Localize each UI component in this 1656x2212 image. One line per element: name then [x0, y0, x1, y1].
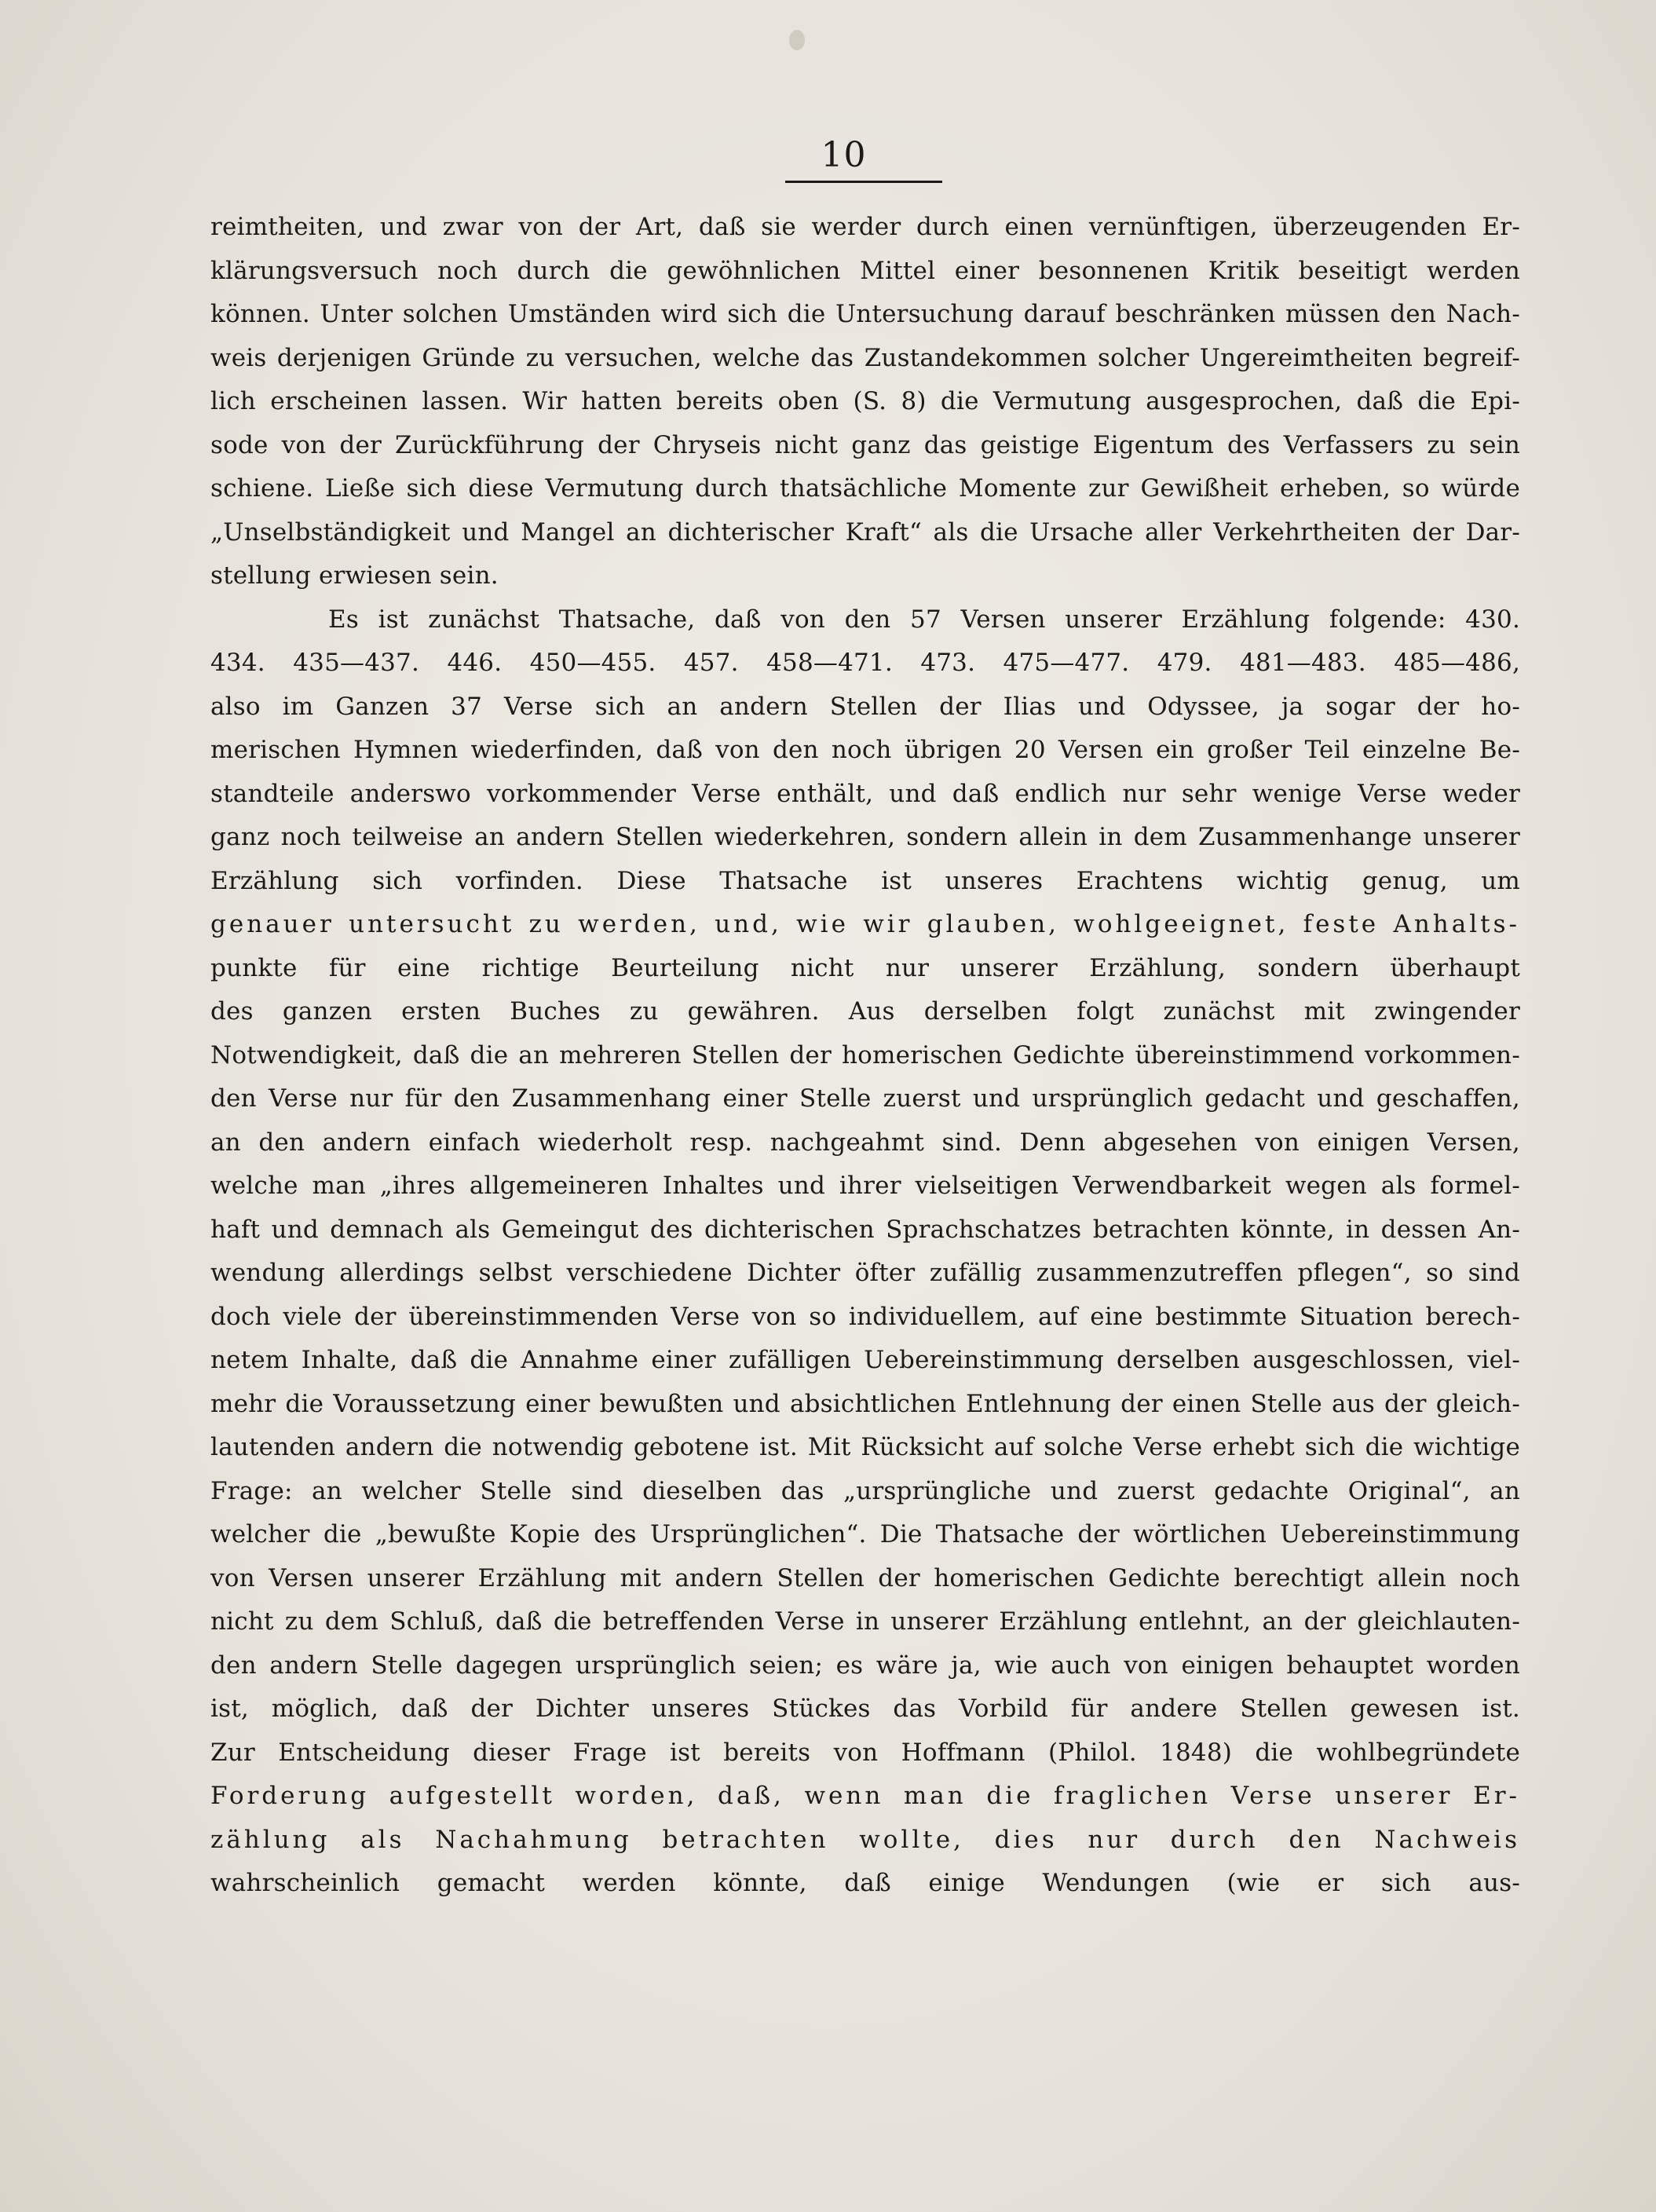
- text-line: ganz noch teilweise an andern Stellen wiederkehren, sondern allein in dem Zusammenhange unserer: [210, 823, 1520, 851]
- text-line: wendung allerdings selbst verschiedene Dichter öfter zufällig zusammenzutreffen pflegen“, so sind: [210, 1259, 1520, 1287]
- text-line: Zur Entscheidung dieser Frage ist bereits von Hoffmann (Philol. 1848) die wohlbegründete: [210, 1738, 1520, 1767]
- text-line: Es ist zunächst Thatsache, daß von den 57 Versen unserer Erzählung folgende: 430.: [328, 605, 1520, 634]
- text-line: klärungsversuch noch durch die gewöhnlichen Mittel einer besonnenen Kritik beseitigt werden: [210, 256, 1520, 285]
- body-text: [210, 206, 1520, 1906]
- paper-stain: [789, 30, 805, 50]
- text-line: an den andern einfach wiederholt resp. nachgeahmt sind. Denn abgesehen von einigen Versen,: [210, 1128, 1520, 1157]
- text-line: standteile anderswo vorkommender Verse enthält, und daß endlich nur sehr wenige Verse weder: [210, 779, 1520, 808]
- text-line: weis derjenigen Gründe zu versuchen, welche das Zustandekommen solcher Ungereimtheiten begreif-: [210, 343, 1520, 372]
- text-line: doch viele der übereinstimmenden Verse von so individuellem, auf eine bestimmte Situation berech-: [210, 1302, 1520, 1331]
- text-line: reimtheiten, und zwar von der Art, daß sie werder durch einen vernünftigen, überzeugenden Er-: [210, 213, 1520, 241]
- text-line: lautenden andern die notwendig gebotene ist. Mit Rücksicht auf solche Verse erhebt sich die wichtige: [210, 1433, 1520, 1461]
- text-line: Forderung aufgestellt worden, daß, wenn man die fraglichen Verse unserer Er-: [210, 1782, 1520, 1810]
- text-line: 434. 435—437. 446. 450—455. 457. 458—471. 473. 475—477. 479. 481—483. 485—486,: [210, 649, 1520, 677]
- text-line: nicht zu dem Schluß, daß die betreffenden Verse in unserer Erzählung entlehnt, an der gleichlauten-: [210, 1607, 1520, 1636]
- text-line: lich erscheinen lassen. Wir hatten bereits oben (S. 8) die Vermutung ausgesprochen, daß die Epi-: [210, 387, 1520, 415]
- text-line: von Versen unserer Erzählung mit andern Stellen der homerischen Gedichte berechtigt allein noch: [210, 1563, 1520, 1592]
- text-line: genauer untersucht zu werden, und, wie wir glauben, wohlgeeignet, feste Anhalts-: [210, 910, 1520, 938]
- text-line: Erzählung sich vorfinden. Diese Thatsache ist unseres Erachtens wichtig genug, um: [210, 866, 1520, 895]
- text-line: netem Inhalte, daß die Annahme einer zufälligen Uebereinstimmung derselben ausgeschlossen, viel-: [210, 1346, 1520, 1374]
- text-line: punkte für eine richtige Beurteilung nicht nur unserer Erzählung, sondern überhaupt: [210, 953, 1520, 982]
- page-number: 10: [821, 135, 867, 175]
- text-line: mehr die Voraussetzung einer bewußten und absichtlichen Entlehnung der einen Stelle aus der gleich-: [210, 1389, 1520, 1418]
- text-line: Frage: an welcher Stelle sind dieselben das „ursprüngliche und zuerst gedachte Original“, an: [210, 1476, 1520, 1505]
- text-line: schiene. Ließe sich diese Vermutung durch thatsächliche Momente zur Gewißheit erheben, so würde: [210, 474, 1520, 503]
- text-line: „Unselbständigkeit und Mangel an dichterischer Kraft“ als die Ursache aller Verkehrtheiten der Dar-: [210, 517, 1520, 547]
- header-rule: [785, 181, 942, 183]
- text-line: wahrscheinlich gemacht werden könnte, daß einige Wendungen (wie er sich aus-: [210, 1869, 1520, 1897]
- text-line: welcher die „bewußte Kopie des Ursprünglichen“. Die Thatsache der wörtlichen Uebereinstimmung: [210, 1520, 1520, 1548]
- text-line: merischen Hymnen wiederfinden, daß von den noch übrigen 20 Versen ein großer Teil einzelne Be-: [210, 736, 1520, 764]
- text-line: des ganzen ersten Buches zu gewähren. Aus derselben folgt zunächst mit zwingender: [210, 997, 1520, 1026]
- text-line: zählung als Nachahmung betrachten wollte, dies nur durch den Nachweis: [210, 1825, 1520, 1854]
- text-line: können. Unter solchen Umständen wird sich die Untersuchung darauf beschränken müssen den Nach-: [210, 300, 1520, 328]
- text-line: haft und demnach als Gemeingut des dichterischen Sprachschatzes betrachten könnte, in dessen An-: [210, 1215, 1520, 1244]
- text-line: den andern Stelle dagegen ursprünglich seien; es wäre ja, wie auch von einigen behauptet worden: [210, 1651, 1520, 1680]
- text-line: den Verse nur für den Zusammenhang einer Stelle zuerst und ursprünglich gedacht und geschaffen,: [210, 1084, 1520, 1113]
- text-line: also im Ganzen 37 Verse sich an andern Stellen der Ilias und Odyssee, ja sogar der ho-: [210, 692, 1520, 721]
- text-line: stellung erwiesen sein.: [210, 561, 499, 590]
- text-line: Notwendigkeit, daß die an mehreren Stellen der homerischen Gedichte übereinstimmend vorkommen-: [210, 1040, 1520, 1069]
- text-line: ist, möglich, daß der Dichter unseres Stückes das Vorbild für andere Stellen gewesen ist.: [210, 1695, 1520, 1723]
- text-line: welche man „ihres allgemeineren Inhaltes und ihrer vielseitigen Verwendbarkeit wegen als formel-: [210, 1172, 1520, 1200]
- text-line: sode von der Zurückführung der Chryseis nicht ganz das geistige Eigentum des Verfassers zu sein: [210, 430, 1520, 459]
